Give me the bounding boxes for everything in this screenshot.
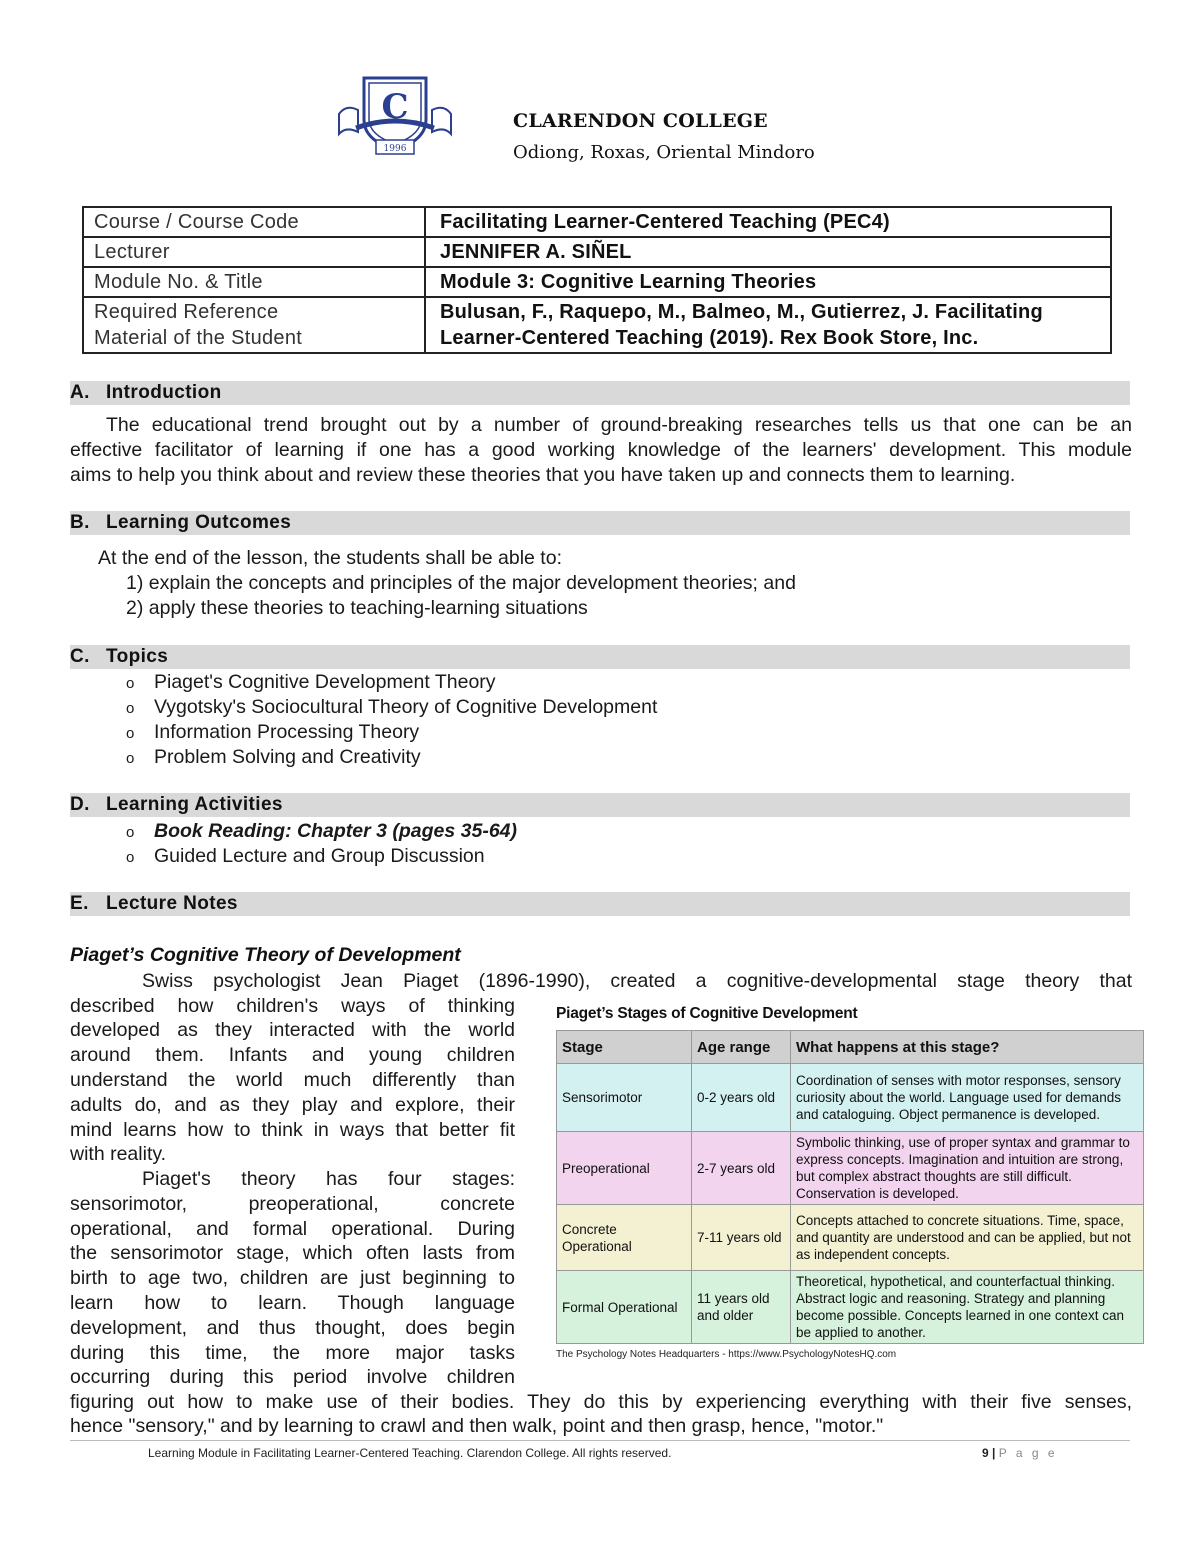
bullet-icon: o [126, 849, 135, 866]
topic-item [126, 745, 421, 771]
figure-source: The Psychology Notes Headquarters - https://www.PsychologyNotesHQ.com [556, 1349, 897, 1360]
intro-line: The educational trend brought out by a number of ground-breaking researches tells us that one can be an [106, 414, 1132, 436]
course-value-text: Facilitating Learner-Centered Teaching (PEC4) [440, 211, 890, 233]
lecture-subheading: Piaget’s Cognitive Theory of Development [70, 944, 461, 966]
section-heading-lecture-notes [70, 892, 1130, 916]
page-number [982, 1446, 1058, 1460]
bullet-icon: o [126, 824, 135, 841]
section-title: Learning Outcomes [106, 512, 292, 533]
section-title: Lecture Notes [106, 893, 238, 914]
stage-age: 0-2 years old [692, 1064, 791, 1132]
lecturer-label: Lecturer [83, 237, 425, 267]
lecture-first-line: Swiss psychologist Jean Piaget (1896-1990), created a cognitive-developmental stage theory that [142, 970, 1132, 992]
section-title: Topics [106, 646, 169, 667]
lecture-line: mind learns how to think in ways that better fit [70, 1119, 515, 1141]
lecture-line: the sensorimotor stage, which often lasts from [70, 1242, 515, 1264]
piaget-stages-figure [556, 1005, 1146, 1360]
lecture-line: figuring out how to make use of their bodies. They do this by experiencing everything with their five senses, [70, 1391, 1132, 1413]
stage-description: Concepts attached to concrete situations. Time, space, and quantity are understood and can be applied, but not as independent concepts. [791, 1205, 1144, 1271]
module-row [83, 267, 1111, 297]
section-heading-learning-activities [70, 793, 1130, 817]
reference-value [425, 297, 1111, 353]
college-name: CLARENDON COLLEGE [513, 110, 768, 132]
stage-name: Preoperational [557, 1132, 692, 1205]
topic-text: Vygotsky's Sociocultural Theory of Cognitive Development [154, 696, 658, 718]
reference-label [83, 297, 425, 353]
topic-text: Information Processing Theory [154, 721, 420, 743]
lecture-line: hence "sensory," and by learning to crawl and then walk, point and then grasp, hence, "motor." [70, 1415, 884, 1437]
stage-name: Sensorimotor [557, 1064, 692, 1132]
reference-label-line: Required Reference [94, 301, 279, 323]
college-seal-logo [336, 74, 454, 158]
section-letter: B. [70, 512, 90, 533]
course-info-table [82, 206, 1112, 354]
lecturer-value-text: JENNIFER A. SIÑEL [440, 241, 632, 263]
bullet-icon: o [126, 750, 135, 767]
stage-age: 2-7 years old [692, 1132, 791, 1205]
topic-text: Piaget's Cognitive Development Theory [154, 671, 496, 693]
bullet-icon: o [126, 700, 135, 717]
page-word: P a g e [998, 1446, 1058, 1460]
module-value [425, 267, 1111, 297]
bullet-icon: o [126, 675, 135, 692]
activity-text: Book Reading: Chapter 3 (pages 35-64) [154, 820, 517, 842]
section-letter: C. [70, 646, 90, 667]
stage-description: Symbolic thinking, use of proper syntax and grammar to express concepts. Imagination and intuition are strong, but complex abstract thoughts are still difficult. Conservation is developed. [791, 1132, 1144, 1205]
lecturer-value [425, 237, 1111, 267]
lecturer-row [83, 237, 1111, 267]
outcome-text: apply these theories to teaching-learning situations [148, 597, 588, 619]
lecture-line: Piaget's theory has four stages: [142, 1168, 515, 1190]
stages-table [556, 1030, 1144, 1344]
lecture-line: around them. Infants and young children [70, 1044, 515, 1066]
lecture-line: described how children's ways of thinking [70, 995, 515, 1017]
topic-text: Problem Solving and Creativity [154, 746, 421, 768]
outcome-number: 1) [126, 572, 144, 594]
course-row [83, 207, 1111, 237]
footer-divider [70, 1440, 1130, 1441]
outcomes-lead: At the end of the lesson, the students shall be able to: [98, 547, 562, 569]
module-value-text: Module 3: Cognitive Learning Theories [440, 271, 817, 293]
page-separator: | [988, 1446, 999, 1460]
module-label: Module No. & Title [83, 267, 425, 297]
section-title: Learning Activities [106, 794, 283, 815]
college-header [513, 110, 815, 163]
reference-value-line: Learner-Centered Teaching (2019). Rex Book Store, Inc. [440, 327, 979, 349]
header-age-range: Age range [692, 1031, 791, 1064]
section-heading-introduction [70, 381, 1130, 405]
topic-item [126, 720, 419, 746]
stage-row [557, 1271, 1144, 1344]
course-value [425, 207, 1111, 237]
stage-row [557, 1205, 1144, 1271]
figure-title: Piaget’s Stages of Cognitive Development [556, 1005, 858, 1022]
lecture-line: developed as they interacted with the world [70, 1019, 515, 1041]
header-stage: Stage [557, 1031, 692, 1064]
svg-text:1996: 1996 [383, 144, 407, 154]
lecture-line: occurring during this period involve children [70, 1366, 515, 1388]
stage-age: 7-11 years old [692, 1205, 791, 1271]
stage-name: Concrete Operational [557, 1205, 692, 1271]
section-letter: E. [70, 893, 89, 914]
activity-item [126, 819, 517, 845]
outcome-text: explain the concepts and principles of the major development theories; and [148, 572, 796, 594]
section-letter: D. [70, 794, 90, 815]
intro-line: effective facilitator of learning if one has a good working knowledge of the learners' development. This module [70, 439, 1132, 461]
reference-row [83, 297, 1111, 353]
topic-item [126, 695, 657, 721]
stage-name: Formal Operational [557, 1271, 692, 1344]
activity-item [126, 844, 485, 870]
reference-value-line: Bulusan, F., Raquepo, M., Balmeo, M., Gutierrez, J. Facilitating [440, 301, 1043, 323]
stage-description: Coordination of senses with motor responses, sensory curiosity about the world. Language used for demands and cataloguing. Object permanence is developed. [791, 1064, 1144, 1132]
lecture-line: adults do, and as they play and explore, their [70, 1094, 515, 1116]
lecture-line: operational, and formal operational. During [70, 1218, 515, 1240]
intro-line: aims to help you think about and review these theories that you have taken up and connects them to learning. [70, 464, 1016, 486]
stage-age: 11 years old and older [692, 1271, 791, 1344]
stages-header-row [557, 1031, 1144, 1064]
section-heading-learning-outcomes [70, 511, 1130, 535]
section-letter: A. [70, 382, 90, 403]
svg-text:C: C [381, 87, 409, 127]
lecture-line: sensorimotor, preoperational, concrete [70, 1193, 515, 1215]
course-label: Course / Course Code [83, 207, 425, 237]
outcome-number: 2) [126, 597, 144, 619]
section-title: Introduction [106, 382, 222, 403]
lecture-line: understand the world much differently than [70, 1069, 515, 1091]
reference-label-line: Material of the Student [94, 327, 303, 349]
outcome-item [126, 596, 588, 621]
lecture-line: birth to age two, children are just beginning to [70, 1267, 515, 1289]
lecture-line: during this time, the more major tasks [70, 1342, 515, 1364]
lecture-line: with reality. [70, 1143, 167, 1165]
lecture-line: learn how to learn. Though language [70, 1292, 515, 1314]
college-address: Odiong, Roxas, Oriental Mindoro [513, 142, 815, 163]
footer-text: Learning Module in Facilitating Learner-Centered Teaching. Clarendon College. All rights reserved. [148, 1446, 672, 1460]
lecture-line: development, and thus thought, does begin [70, 1317, 515, 1339]
topic-item [126, 670, 496, 696]
bullet-icon: o [126, 725, 135, 742]
section-heading-topics [70, 645, 1130, 669]
header-description: What happens at this stage? [791, 1031, 1144, 1064]
stage-row [557, 1132, 1144, 1205]
stage-row [557, 1064, 1144, 1132]
stage-description: Theoretical, hypothetical, and counterfactual thinking. Abstract logic and reasoning. Strategy and planning become possible. Concepts learned in one context can be applied to another. [791, 1271, 1144, 1344]
activity-text: Guided Lecture and Group Discussion [154, 845, 485, 867]
page-number-value: 9 [982, 1446, 989, 1460]
outcome-item [126, 571, 796, 596]
